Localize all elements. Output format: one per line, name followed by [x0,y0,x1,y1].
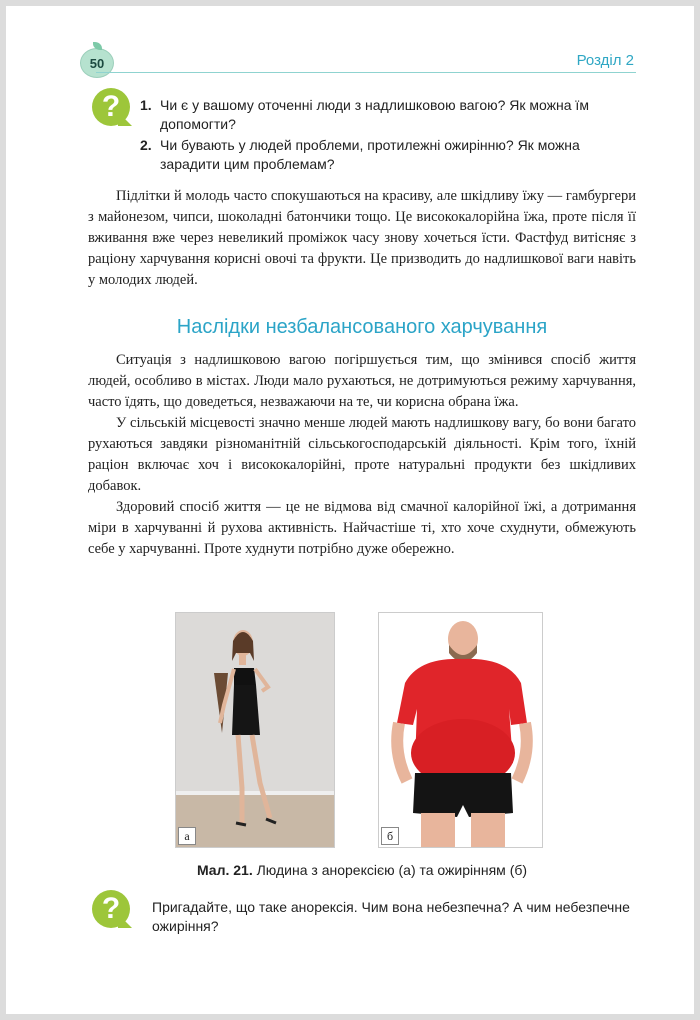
page-number: 50 [89,55,105,71]
question-list [140,96,640,176]
figure-obesity-photo [378,612,543,848]
obese-man-illustration [379,613,543,848]
header-divider [96,72,636,73]
main-text-block [88,350,636,560]
question-item: 2. Чи бувають у людей проблеми, протилежні ожирінню? Як можна зарадити цим проблемам? [140,137,580,172]
paragraph: Здоровий спосіб життя — це не відмова від смачної калорійної їжі, а дотримання міри в харчуванні й рухова активність. Найчастіше ті, хто хоче схуднути, обмежують себе у харчуванні. Проте худнути потрібно дуже обережно. [88,499,636,557]
caption-prefix: Мал. 21. [196,862,253,878]
question-mark-icon: ? [92,88,134,128]
thin-woman-illustration [176,613,335,848]
paragraph: Ситуація з надлишковою вагою погіршується тим, що змінився спосіб життя людей, особливо в містах. Люди мало рухаються, не дотримуються режиму харчування, часто їдять, що доведеться, незважаючи на те, чи корисна обрана їжа. [88,352,636,410]
question-mark-icon: ? [92,890,134,930]
caption-text: Людина з анорексією (а) та ожирінням (б) [256,862,528,878]
intro-paragraph-block [88,186,636,291]
question-item: 1. Чи є у вашому оточенні люди з надлишковою вагою? Як можна їм допомогти? [140,97,589,132]
figure-label-a: а [178,827,196,845]
final-question: Пригадайте, що таке анорексія. Чим вона небезпечна? А чим небезпечне ожиріння? [152,899,630,934]
intro-paragraph: Підлітки й молодь часто спокушаються на красиву, але шкідливу їжу — гамбургери з майонезом, чипси, шоколадні батончики тощо. Це висококалорійна їжа, проте після її вживання вже через невеликий проміжок часу знову хочеться їсти. Фастфуд витісняє з раціону харчування корисні овочі та фрукти. Це призводить до надлишкової ваги навіть у молодих людей. [88,188,636,288]
section-title: Розділ 2 [576,52,634,69]
page-number-badge [80,48,114,78]
paragraph: У сільській місцевості значно менше людей мають надлишкову вагу, бо вони багато рухаються завдяки різноманітній сільськогосподарській діяльності. Крім того, їхній раціон включає хоч і висококалорійні, проте натуральні продукти без шкідливих добавок. [88,415,636,494]
figure-anorexia-photo [175,612,335,848]
section-subheading: Наслідки незбалансованого харчування [176,316,548,338]
figure-label-b: б [381,827,399,845]
figure-caption [88,862,636,878]
